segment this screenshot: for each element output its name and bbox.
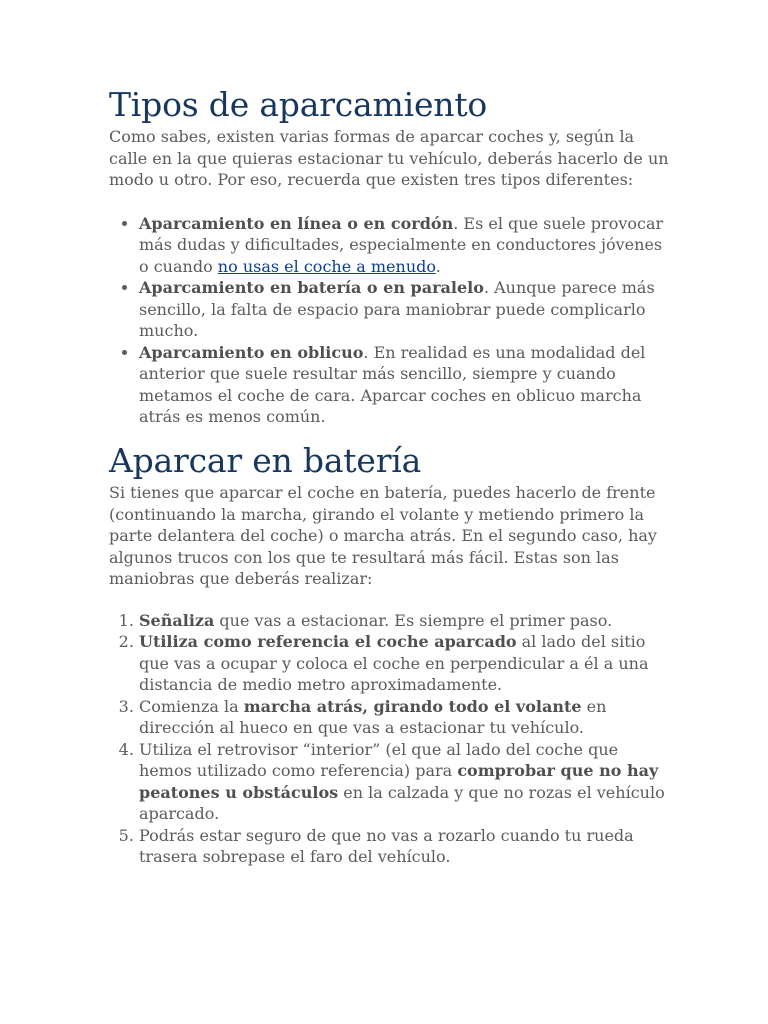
step-emphasis: Utiliza como referencia el coche aparcado [139, 632, 517, 651]
step-emphasis: Señaliza [139, 610, 215, 630]
step-text-lead: Comienza la [139, 696, 244, 716]
item-text: . En realidad es una modalidad del anterior que suele resultar más sencillo, siempre y cuando metamos el coche de cara. Aparcar coches en oblicuo marcha atrás es menos común. [139, 342, 646, 426]
list-item [139, 739, 669, 825]
list-item [139, 825, 669, 868]
section-tipos-de-aparcamiento [109, 84, 669, 428]
maneuver-steps-list [109, 610, 669, 868]
step-text: en dirección al hueco en que vas a estacionar tu vehículo. [139, 696, 607, 737]
item-text-end: . [435, 256, 441, 276]
section-heading: Tipos de aparcamiento [109, 85, 488, 124]
list-item [139, 277, 669, 342]
step-emphasis: marcha atrás, girando todo el volante [243, 696, 582, 716]
item-text: . Aunque parece más sencillo, la falta de espacio para maniobrar puede complicarlo mucho. [139, 278, 655, 340]
parking-types-list [109, 213, 669, 428]
intro-paragraph: Si tienes que aparcar el coche en batería, puedes hacerlo de frente (continuando la marcha, girando el volante y metiendo primero la parte delantera del coche) o marcha atrás. En el segundo caso, hay algunos trucos con los que te resultará más fácil. Estas son las maniobras que deberás realizar: [109, 483, 657, 588]
no-usas-coche-link[interactable]: no usas el coche a menudo [217, 256, 436, 276]
item-text: . Es el que suele provocar más dudas y dificultades, especialmente en conductores jóvenes o cuando [139, 213, 664, 276]
item-term: Aparcamiento en oblicuo [139, 342, 364, 362]
list-item [139, 342, 669, 428]
section-aparcar-en-bateria [109, 440, 669, 868]
step-text-lead: Podrás estar seguro de que no vas a rozarlo cuando tu rueda trasera sobrepase el faro del vehículo. [139, 825, 634, 866]
step-text: en la calzada y que no rozas el vehículo aparcado. [139, 782, 665, 823]
step-text: al lado del sitio que vas a ocupar y coloca el coche en perpendicular a él a una distancia de medio metro aproximadamente. [139, 632, 649, 694]
section-heading: Aparcar en batería [109, 441, 422, 480]
item-term: Aparcamiento en línea o en cordón [139, 213, 454, 233]
list-item [139, 631, 669, 696]
intro-paragraph: Como sabes, existen varias formas de aparcar coches y, según la calle en la que quieras estacionar tu vehículo, deberás hacerlo de un modo u otro. Por eso, recuerda que existen tres tipos diferentes: [109, 127, 669, 189]
step-text-lead: Utiliza el retrovisor “interior” (el que al lado del coche que hemos utilizado como referencia) para [139, 739, 619, 780]
list-item [139, 610, 669, 632]
list-item [139, 213, 669, 278]
item-term: Aparcamiento en batería o en paralelo [139, 278, 484, 297]
step-emphasis: comprobar que no hay peatones u obstáculos [139, 761, 659, 802]
list-item [139, 696, 669, 739]
step-text: que vas a estacionar. Es siempre el primer paso. [214, 610, 613, 630]
